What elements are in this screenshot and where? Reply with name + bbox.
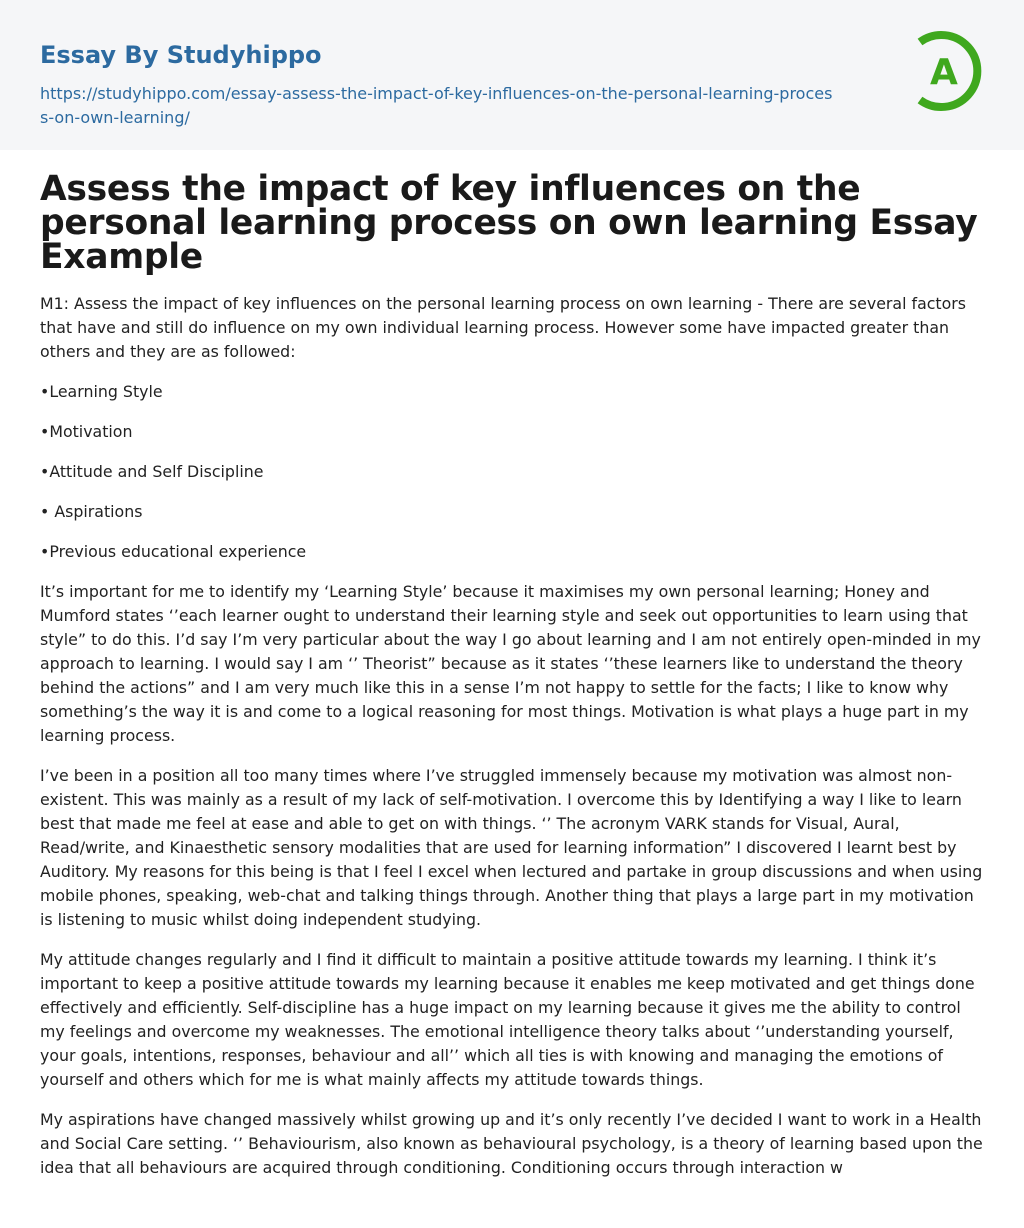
list-item: • Aspirations <box>40 502 143 521</box>
page-header <box>0 0 1024 150</box>
brand-name[interactable]: Essay By Studyhippo <box>40 41 322 69</box>
list-item: •Previous educational experience <box>40 542 307 561</box>
list-item: •Learning Style <box>40 382 163 401</box>
list-item: •Attitude and Self Discipline <box>40 462 264 481</box>
page-title: Assess the impact of key influences on the personal learning process on own learning Essay Example <box>40 169 978 277</box>
body-paragraph-attitude: My attitude changes regularly and I find it difficult to maintain a positive attitude towards my learning. I think it’s important to keep a positive attitude towards my learning because it enables me keep motivated and get things done effectively and efficiently. Self-discipline has a huge impact on my learning because it gives me the ability to control my feelings and overcome my weaknesses. The emotional intelligence theory talks about ‘’understanding yourself, your goals, intentions, responses, behaviour and all’’ which all ties is with knowing and managing the emotions of yourself and others which for me is what mainly affects my attitude towards things. <box>40 950 975 1089</box>
body-paragraph-aspirations: My aspirations have changed massively whilst growing up and it’s only recently I’ve decided I want to work in a Health and Social Care setting. ‘’ Behaviourism, also known as behavioural psychology, is a theory of learning based upon the idea that all behaviours are acquired through conditioning. Conditioning occurs through interaction w <box>40 1110 983 1177</box>
body-paragraph-motivation: I’ve been in a position all too many times where I’ve struggled immensely because my motivation was almost non-existent. This was mainly as a result of my lack of self-motivation. I overcome this by Identifying a way I like to learn best that made me feel at ease and able to get on with things. ‘’ The acronym VARK stands for Visual, Aural, Read/write, and Kinaesthetic sensory modalities that are used for learning information” I discovered I learnt best by Auditory. My reasons for this being is that I feel I excel when lectured and partake in group discussions and when using mobile phones, speaking, web-chat and talking things through. Another thing that plays a large part in my motivation is listening to music whilst doing independent studying. <box>40 766 983 929</box>
article-url[interactable]: https://studyhippo.com/essay-assess-the-impact-of-key-influences-on-the-personal-learning-process-on-own-learning/ <box>40 84 833 127</box>
studyhippo-logo-icon[interactable] <box>900 28 986 114</box>
list-item: •Motivation <box>40 422 133 441</box>
intro-paragraph: M1: Assess the impact of key influences on the personal learning process on own learning - There are several factors that have and still do influence on my own individual learning process. However some have impacted greater than others and they are as followed: <box>40 294 967 361</box>
body-paragraph-learning-style: It’s important for me to identify my ‘Learning Style’ because it maximises my own personal learning; Honey and Mumford states ‘’each learner ought to understand their learning style and seek out opportunities to learn using that style” to do this. I’d say I’m very particular about the way I go about learning and I am not entirely open-minded in my approach to learning. I would say I am ‘’ Theorist” because as it states ‘’these learners like to understand the theory behind the actions” and I am very much like this in a sense I’m not happy to settle for the facts; I like to know why something’s the way it is and come to a logical reasoning for most things. Motivation is what plays a huge part in my learning process. <box>40 582 981 745</box>
article <box>0 169 1024 1180</box>
logo-letter: A <box>930 52 958 93</box>
